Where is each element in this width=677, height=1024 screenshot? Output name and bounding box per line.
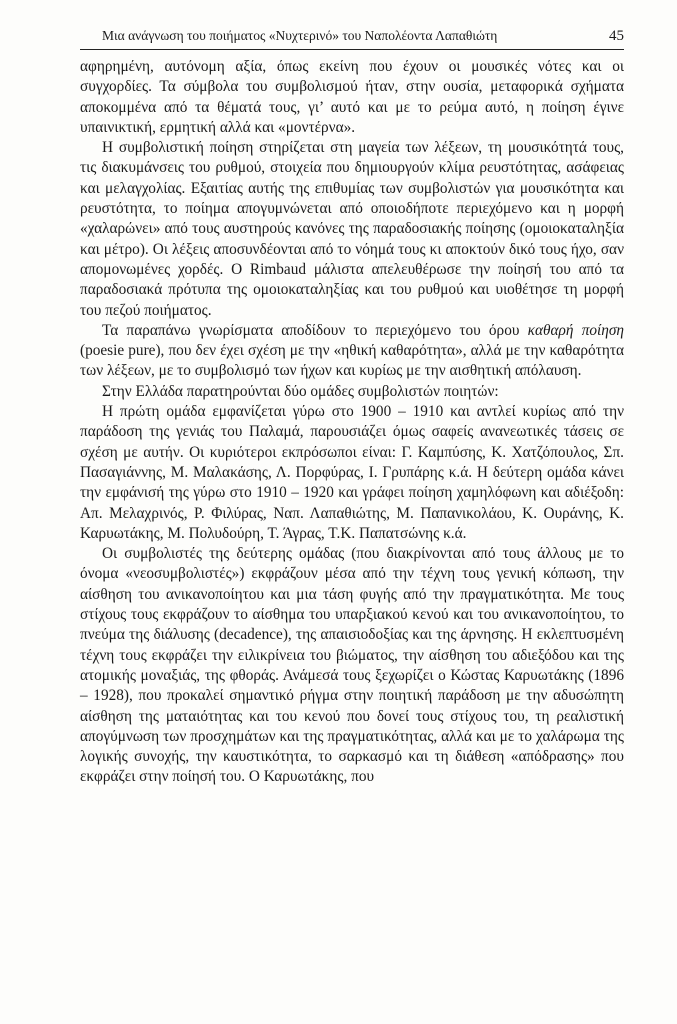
paragraph xyxy=(80,321,624,382)
paragraph-text: Στην Ελλάδα παρατηρούνται δύο ομάδες συμβολιστών ποιητών: xyxy=(102,382,499,400)
italic-term: καθαρή ποίηση xyxy=(527,321,624,339)
paragraph-text: (poesie pure), που δεν έχει σχέση με την «ηθική καθαρότητα», αλλά με την καθαρότητα των λέξεων, με το συμβολισμό των ήχων και κυρίως με την αισθητική απόλαυση. xyxy=(80,342,624,380)
paragraph-text: Η συμβολιστική ποίηση στηρίζεται στη μαγεία των λέξεων, τη μουσικότητά τους, τις διακυμάνσεις του ρυθμού, στοιχεία που δημιουργούν κλίμα ρευστότητας, ασάφειας και μελαγχολίας. Εξαιτίας αυτής της επιθυμίας των συμβολιστών για μουσικότητα και ρευστότητα, το ποίημα απογυμνώνεται από οποιοδήποτε περιεχόμενο και η μορφή «χαλαρώνει» από τους αυστηρούς κανόνες της παραδοσιακής ποίησης (ομοιοκαταληξία και μέτρο). Οι λέξεις αποσυνδέονται από το νόημά τους κι αποκτούν δικό τους ήχο, σαν απομονωμένες χορδές. Ο Rimbaud μάλιστα απελευθέρωσε την ποίησή του από τα παραδοσιακά πρότυπα της ομοιοκαταληξίας και του ρυθμού και υιοθέτησε τη μορφή του πεζού ποιήματος. xyxy=(80,139,624,319)
paragraph xyxy=(80,544,624,788)
paragraph-text: Η πρώτη ομάδα εμφανίζεται γύρω στο 1900 – 1910 και αντλεί κυρίως από την παράδοση της γενιάς του Παλαμά, παρουσιάζει όμως σαφείς ανανεωτικές τάσεις σε σχέση με αυτήν. Οι κυριότεροι εκπρόσωποι είναι: Γ. Καμπύσης, Κ. Χατζόπουλος, Σπ. Πασαγιάννης, Μ. Μαλακάσης, Λ. Πορφύρας, Ι. Γρυπάρης κ.ά. Η δεύτερη ομάδα κάνει την εμφάνισή της γύρω στο 1910 – 1920 και γράφει ποίηση χαμηλόφωνη και αδιέξοδη: Απ. Μελαχρινός, Ρ. Φιλύρας, Ναπ. Λαπαθιώτης, Μ. Παπανικολάου, Κ. Ουράνης, Κ. Καρυωτάκης, Μ. Πολυδούρη, Τ. Άγρας, Τ.Κ. Παπατσώνης κ.ά. xyxy=(80,403,624,542)
running-header xyxy=(80,23,624,50)
page-number: 45 xyxy=(609,28,624,44)
paragraph xyxy=(80,57,624,138)
paragraph-text: Οι συμβολιστές της δεύτερης ομάδας (που διακρίνονται από τους άλλους με το όνομα «νεοσυμβολιστές») εκφράζουν μέσα από την τέχνη τους γενική κόπωση, την αίσθηση του ανικανοποίητου και μια τάση φυγής από την πραγματικότητα. Με τους στίχους τους εκφράζουν το αίσθημα του υπαρξιακού κενού και του ανικανοποίητου, το πνεύμα της διάλυσης (decadence), της απαισιοδοξίας και της άρνησης. Η εκλεπτυσμένη τέχνη τους εκφράζει την ειλικρίνεια του βιώματος, την αίσθηση του αδιεξόδου και της ατομικής μοναξιάς, της φθοράς. Ανάμεσά τους ξεχωρίζει ο Κώστας Καρυωτάκης (1896 – 1928), που προκαλεί σημαντικό ρήγμα στην ποιητική παράδοση με την αδυσώπητη αίσθηση της ματαιότητας και του κενού που δονεί τους στίχους του, τη ρεαλιστική απογύμνωση των προσχημάτων και της πραγματικότητας, αλλά και με το χαλάρωμα της λογικής συνοχής, την καυστικότητα, το σαρκασμό και τη διάθεση «απόδρασης» που εκφράζει στην ποίησή του. Ο Καρυωτάκης, που xyxy=(80,545,624,786)
running-title: Μια ανάγνωση του ποιήματος «Νυχτερινό» του Ναπολέοντα Λαπαθιώτη xyxy=(102,28,498,43)
paragraph xyxy=(80,402,624,544)
paragraph-text: Τα παραπάνω γνωρίσματα αποδίδουν το περιεχόμενο του όρου xyxy=(102,321,528,339)
body-text xyxy=(80,57,624,788)
paragraph xyxy=(80,138,624,321)
paragraph xyxy=(80,382,624,402)
paragraph-text: αφηρημένη, αυτόνομη αξία, όπως εκείνη που έχουν οι μουσικές νότες και οι συγχορδίες. Τα σύμβολα του συμβολισμού ήταν, στην ουσία, μεταφορικά σχήματα αποκομμένα από τα θέματά τους, γι’ αυτό και με το ρεύμα αυτό, η ποίηση έγινε υπαινικτική, ερμητική αλλά και «μοντέρνα». xyxy=(80,58,624,136)
